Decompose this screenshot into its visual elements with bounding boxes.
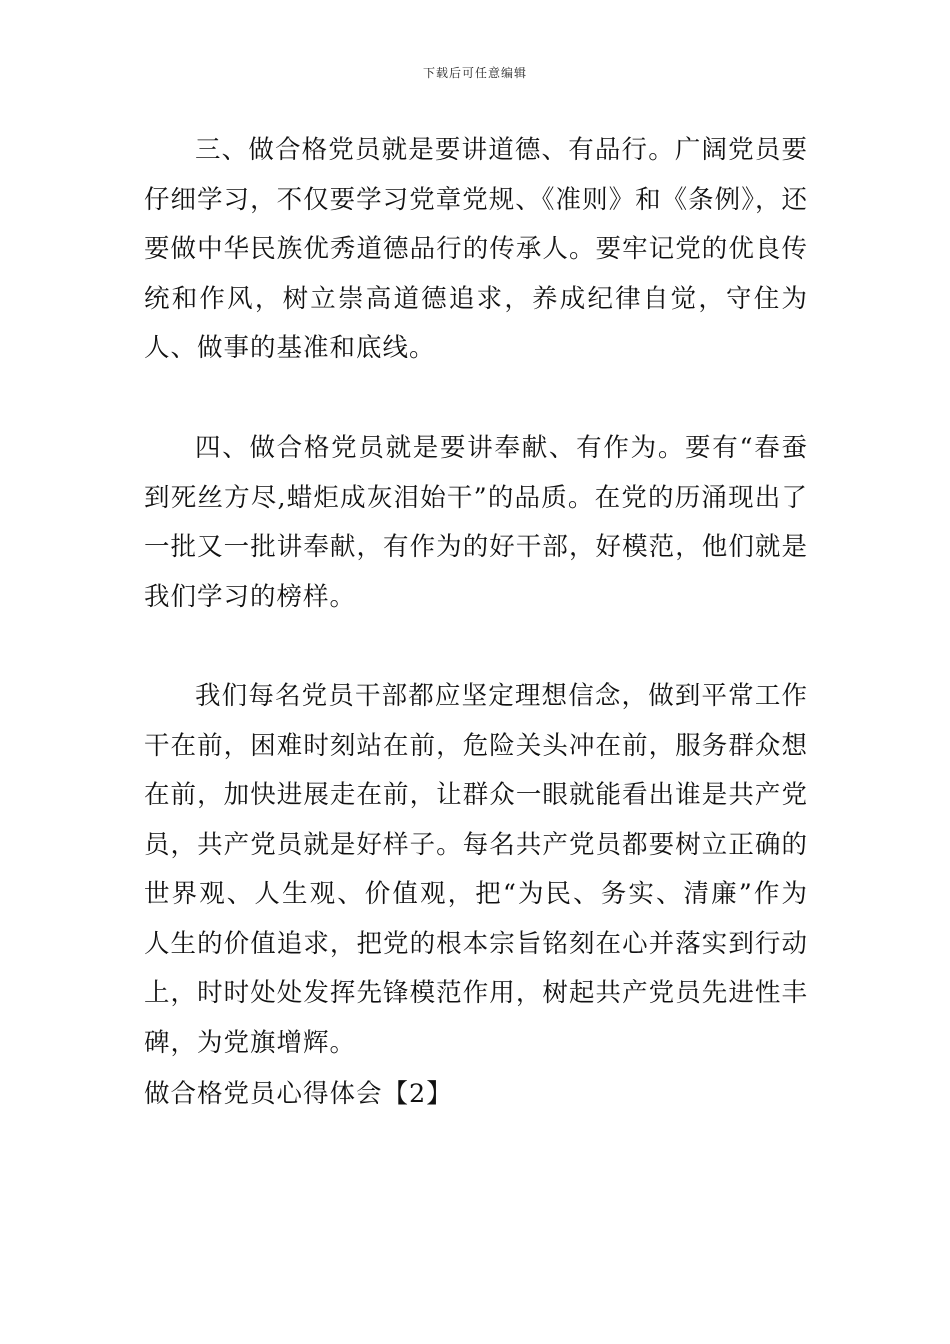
paragraph-three: 三、做合格党员就是要讲道德、有品行。广阔党员要仔细学习，不仅要学习党章党规、《准则》和《条例》，还要做中华民族优秀道德品行的传承人。要牢记党的优良传统和作风，树立崇高道德追求，养成纪律自觉，守住为人、做事的基准和底线。 [144, 135, 808, 363]
page-header: 下载后可任意编辑 [422, 66, 527, 80]
section-heading: 做合格党员心得体会【2】 [144, 1079, 453, 1109]
paragraph-conclusion: 我们每名党员干部都应坚定理想信念，做到平常工作干在前，困难时刻站在前，危险关头冲在前，服务群众想在前，加快进展走在前，让群众一眼就能看出谁是共产党员，共产党员就是好样子。每名共产党员都要树立正确的世界观、人生观、价值观，把“为民、务实、清廉”作为人生的价值追求，把党的根本宗旨铭刻在心并落实到行动上，时时处处发挥先锋模范作用，树起共产党员先进性丰碑，为党旗增辉。 [144, 681, 808, 1058]
paragraph-four: 四、做合格党员就是要讲奉献、有作为。要有“春蚕到死丝方尽,蜡炬成灰泪始干”的品质。在党的历涌现出了一批又一批讲奉献，有作为的好干部，好模范，他们就是我们学习的榜样。 [144, 433, 808, 612]
